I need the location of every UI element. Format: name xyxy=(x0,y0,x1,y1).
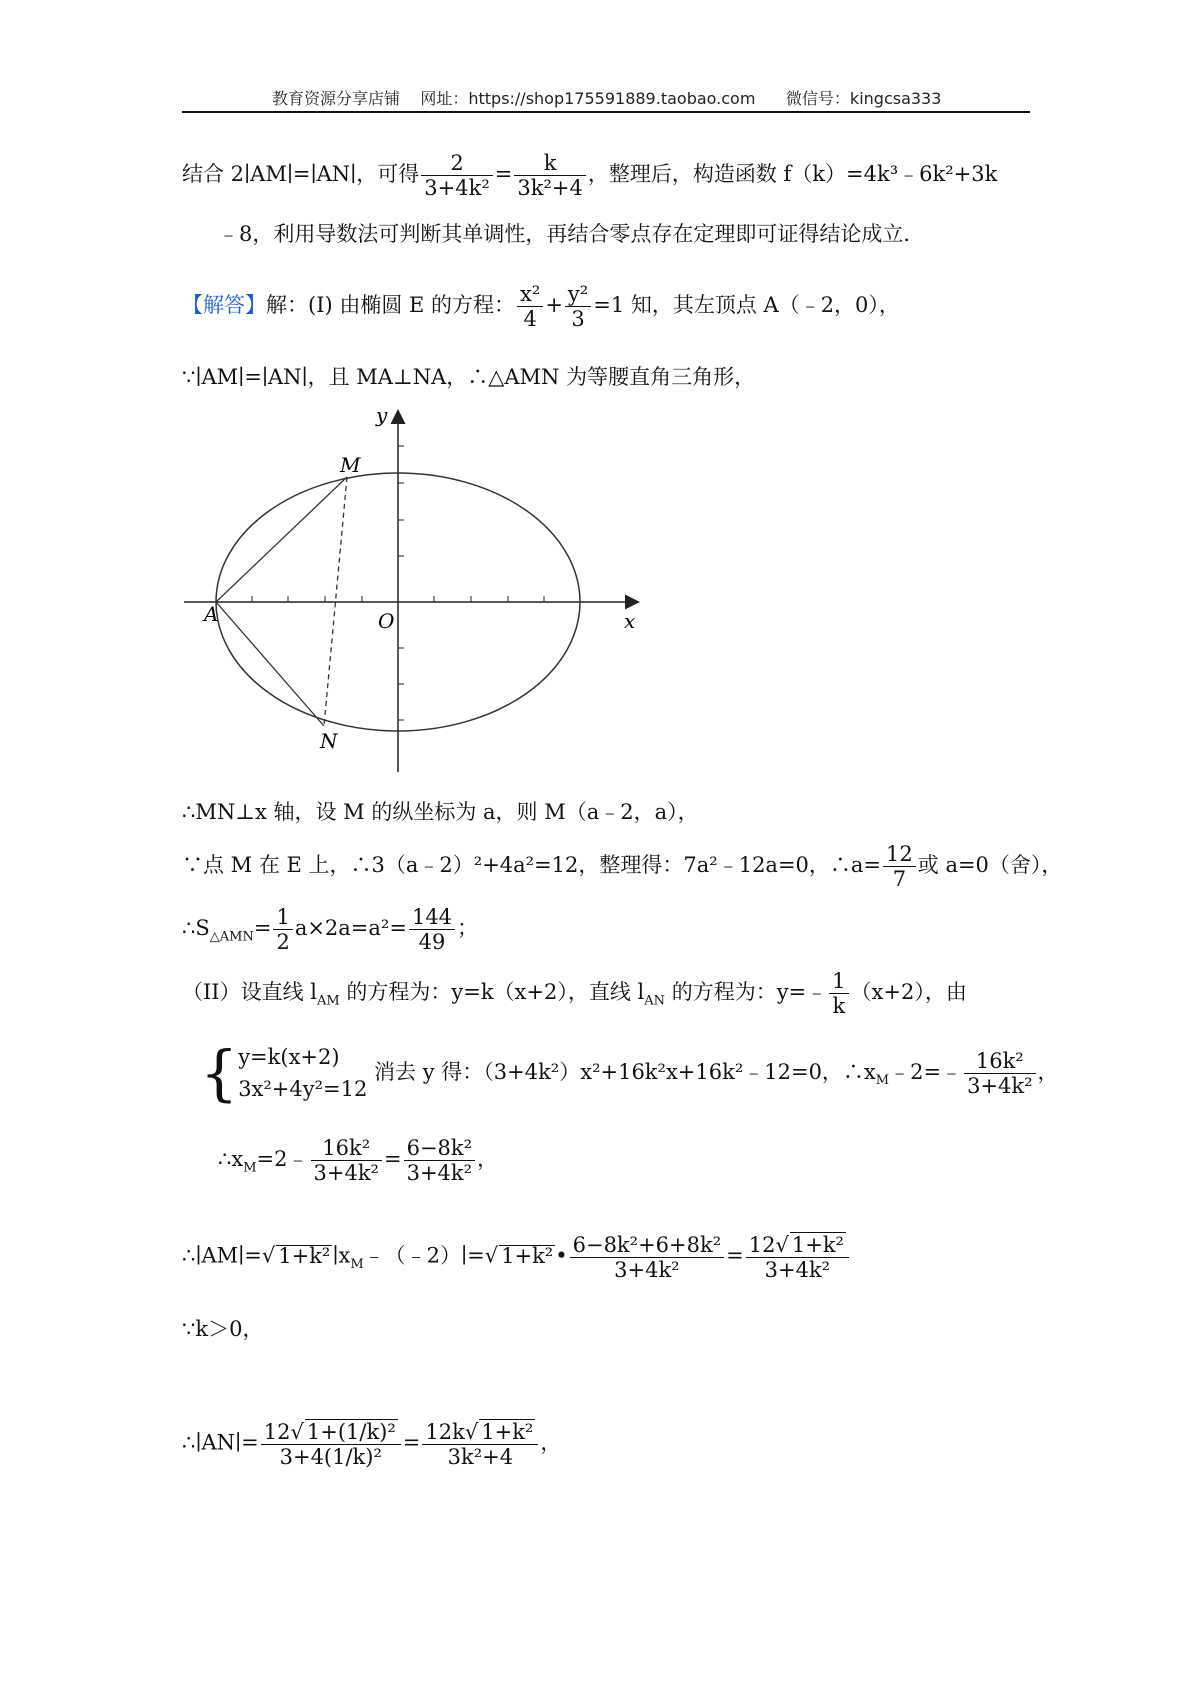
l9-mid: 消去 y 得：（3+4k²）x²+16k²x+16k²﹣12=0，∴x xyxy=(367,1060,876,1084)
frac-den: 4 xyxy=(523,307,537,332)
frac-den: k xyxy=(832,994,846,1019)
frac-num: 144 xyxy=(409,905,455,930)
text-line-2: ﹣8，利用导数法可判断其单调性，再结合零点存在定理即可证得结论成立． xyxy=(218,222,925,246)
answer-tag: 【解答】 xyxy=(182,293,266,318)
frac-den: 7 xyxy=(892,867,907,892)
sub-m: M xyxy=(350,1256,364,1272)
sqrt-icon: √ xyxy=(775,1233,789,1257)
text-line-3 xyxy=(182,282,900,331)
sub-m: M xyxy=(243,1160,257,1176)
frac-num: 1 xyxy=(273,905,292,930)
l6-pre: ∵点 M 在 E 上，∴3（a﹣2）²+4a²=12，整理得：7a²﹣12a=0，∴a= xyxy=(182,853,882,878)
frac-num: 1 xyxy=(829,969,848,994)
fraction-c xyxy=(570,1233,725,1282)
l11-pre: ∴∣AM∣= xyxy=(182,1243,262,1268)
equals: = xyxy=(494,162,513,187)
plus: + xyxy=(545,293,563,318)
l9-mid2: ﹣2=﹣ xyxy=(889,1060,963,1084)
frac-den: 3+4(1/k)² xyxy=(279,1445,382,1470)
text-line-11 xyxy=(182,1232,851,1282)
frac-den: 2 xyxy=(276,930,290,955)
fraction-144-49 xyxy=(409,905,455,954)
num-coef: 12 xyxy=(263,1420,291,1444)
sqrt-body: 1+k² xyxy=(791,1233,844,1257)
l3-pre: 解：(I) 由椭圆 E 的方程： xyxy=(266,293,516,318)
frac-num: y² xyxy=(565,282,591,307)
text-line-8 xyxy=(182,969,967,1018)
system-brace: { xyxy=(200,1038,239,1109)
text-line-7 xyxy=(182,905,478,954)
l11-mid2: ﹣（﹣2）∣= xyxy=(363,1243,485,1268)
frac-num xyxy=(422,1419,538,1445)
equals: = xyxy=(726,1243,744,1268)
frac-den: 3 xyxy=(571,307,585,332)
page-header: 教育资源分享店铺 网址：https://shop175591889.taobao.com 微信号：kingcsa333 xyxy=(272,89,942,108)
l8-pre: （II）设直线 l xyxy=(182,980,317,1005)
header-rule xyxy=(182,111,1030,113)
equals: = xyxy=(402,1430,421,1455)
fraction-1 xyxy=(421,151,492,200)
l7-sub: △AMN xyxy=(209,929,254,945)
l7-mid: a×2a=a²= xyxy=(294,916,407,941)
text-line-5: ∴MN⊥x 轴，设 M 的纵坐标为 a，则 M（a﹣2，a）， xyxy=(182,800,699,824)
l11-mid: ∣x xyxy=(332,1243,351,1268)
frac-num: 6−8k² xyxy=(404,1136,475,1161)
text-line-6 xyxy=(182,842,1062,891)
sqrt-icon: √ xyxy=(261,1243,276,1268)
fraction-2 xyxy=(514,151,585,200)
l8-mid2: 的方程为：y=﹣ xyxy=(665,980,828,1005)
frac-num xyxy=(261,1419,401,1445)
frac-den: 3+4k² xyxy=(406,1161,473,1186)
l9-post: ， xyxy=(1037,1060,1059,1084)
l1-post: ，整理后，构造函数 f（k）=4k³﹣6k²+3k xyxy=(587,162,998,187)
l13-post: ， xyxy=(540,1430,562,1455)
label-m: M xyxy=(340,453,361,477)
dot: • xyxy=(555,1243,568,1268)
l8-mid: 的方程为：y=k（x+2），直线 l xyxy=(339,980,645,1005)
num-coef: 12 xyxy=(748,1233,776,1257)
equals: = xyxy=(253,916,272,941)
sub-am: AM xyxy=(316,993,340,1009)
text-line-12: ∵k＞0， xyxy=(182,1317,264,1341)
l7-pre: ∴S xyxy=(182,916,210,941)
fraction-y2-3 xyxy=(565,282,591,331)
sqrt-body: 1+k² xyxy=(481,1420,534,1444)
frac-num: 16k² xyxy=(311,1136,382,1161)
text-line-10 xyxy=(218,1136,498,1185)
label-y: y xyxy=(376,403,388,427)
frac-num: 2 xyxy=(421,151,492,176)
frac-num: k xyxy=(514,151,585,176)
sqrt-body: 1+k² xyxy=(278,1243,331,1268)
text-line-9 xyxy=(200,1038,1059,1109)
frac-den: 3+4k² xyxy=(313,1161,379,1186)
frac-den: 3+4k² xyxy=(424,176,490,201)
equation-system xyxy=(238,1042,367,1105)
sqrt-icon: √ xyxy=(484,1243,499,1268)
frac-den: 3+4k² xyxy=(967,1074,1033,1098)
text-line-4: ∵∣AM∣=∣AN∣，且 MA⊥NA，∴△AMN 为等腰直角三角形， xyxy=(182,365,756,389)
l10-pre: ∴x xyxy=(218,1147,244,1172)
fraction-d xyxy=(746,1232,849,1282)
fraction-f xyxy=(422,1419,538,1469)
fraction-12-7 xyxy=(883,842,916,891)
l6-post: 或 a=0（舍）， xyxy=(917,853,1063,878)
label-n: N xyxy=(320,729,338,753)
frac-den: 3k²+4 xyxy=(517,176,583,201)
equals: = xyxy=(383,1147,402,1172)
l13-pre: ∴∣AN∣= xyxy=(182,1430,259,1455)
fraction-e xyxy=(261,1419,401,1469)
frac-num xyxy=(746,1232,849,1258)
l1-pre: 结合 2∣AM∣=∣AN∣，可得 xyxy=(182,162,420,187)
fraction-b xyxy=(404,1136,475,1185)
l3-post: =1 知，其左顶点 A（﹣2，0）， xyxy=(593,293,900,318)
frac-den: 3+4k² xyxy=(764,1258,831,1283)
frac-den: 49 xyxy=(418,930,446,955)
sqrt-icon: √ xyxy=(290,1420,304,1444)
l10-mid: =2﹣ xyxy=(256,1147,309,1172)
fraction-x2-4 xyxy=(517,282,543,331)
frac-num: 16k² xyxy=(964,1049,1035,1074)
frac-num: x² xyxy=(517,282,543,307)
segment-am xyxy=(216,477,347,602)
frac-num: 6−8k²+6+8k² xyxy=(570,1233,725,1258)
sub-an: AN xyxy=(644,993,666,1009)
label-x: x xyxy=(624,609,636,633)
segment-an xyxy=(216,602,324,726)
frac-num: 12 xyxy=(883,842,916,867)
l8-post: （x+2），由 xyxy=(850,980,967,1005)
l10-post: ， xyxy=(477,1147,499,1172)
text-line-1 xyxy=(182,151,997,200)
ellipse-figure xyxy=(182,400,642,780)
sqrt-body: 1+(1/k)² xyxy=(306,1420,396,1444)
sub-m: M xyxy=(875,1073,890,1089)
fraction-1-k xyxy=(829,969,848,1018)
sqrt-icon: √ xyxy=(464,1420,479,1444)
fraction-1-2 xyxy=(273,905,292,954)
sys-eq-1: y=k(x+2) xyxy=(238,1045,340,1069)
sqrt-body: 1+k² xyxy=(501,1243,554,1268)
label-o: O xyxy=(378,609,395,633)
l7-post: ； xyxy=(457,916,479,941)
frac-den: 3k²+4 xyxy=(447,1445,514,1470)
text-line-13 xyxy=(182,1419,561,1469)
fraction-a xyxy=(311,1136,382,1185)
num-coef: 12k xyxy=(425,1420,465,1444)
y-ticks xyxy=(398,446,404,720)
label-a: A xyxy=(204,602,219,626)
fraction-16k2 xyxy=(964,1049,1035,1098)
frac-den: 3+4k² xyxy=(614,1257,680,1282)
sys-eq-2: 3x²+4y²=12 xyxy=(238,1076,368,1101)
